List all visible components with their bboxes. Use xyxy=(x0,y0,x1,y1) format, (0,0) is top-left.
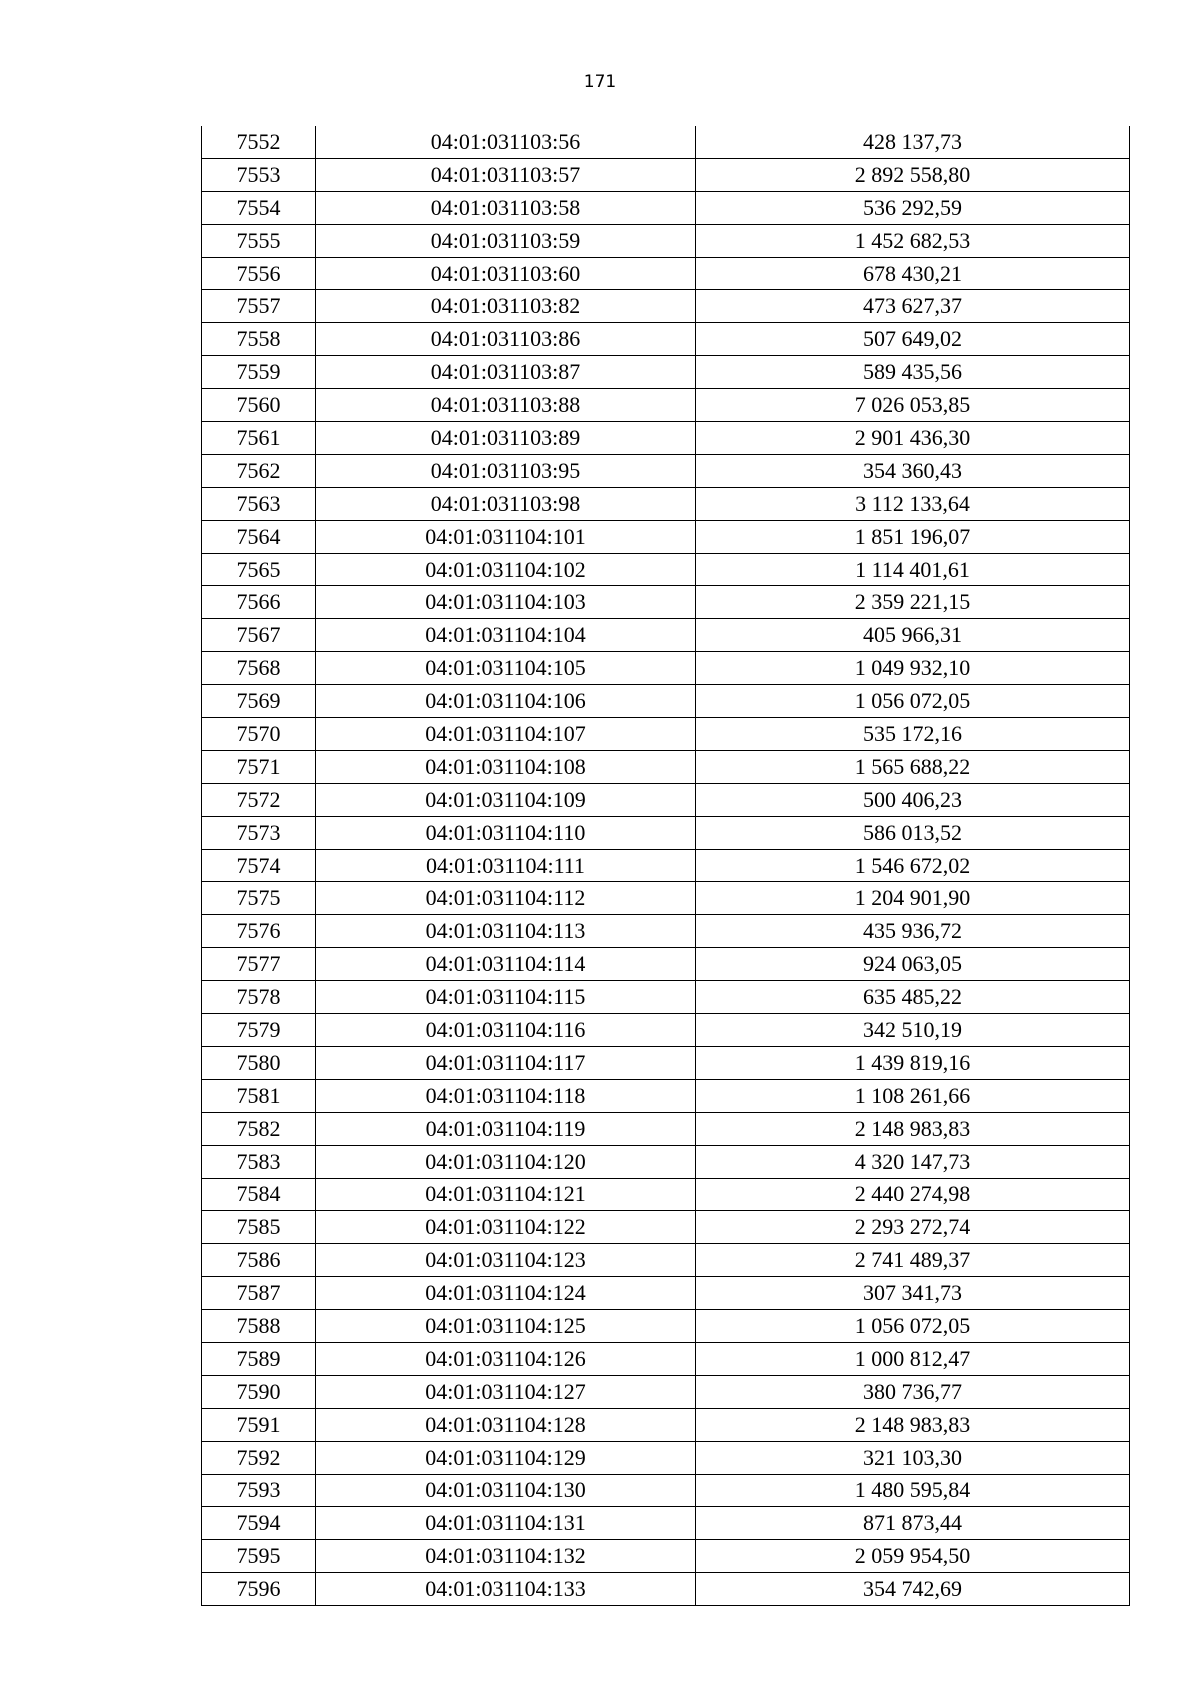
cadastral-value-cell: 535 172,16 xyxy=(696,718,1130,751)
row-number-cell: 7559 xyxy=(202,356,316,389)
cadastral-value-cell: 2 440 274,98 xyxy=(696,1178,1130,1211)
cadastral-number-cell: 04:01:031104:101 xyxy=(316,520,696,553)
row-number-cell: 7564 xyxy=(202,520,316,553)
cadastral-number-cell: 04:01:031103:56 xyxy=(316,126,696,158)
row-number-cell: 7596 xyxy=(202,1573,316,1606)
cadastral-value-table xyxy=(201,126,1130,1606)
row-number-cell: 7556 xyxy=(202,257,316,290)
cadastral-value-cell: 871 873,44 xyxy=(696,1507,1130,1540)
cadastral-number-cell: 04:01:031104:112 xyxy=(316,882,696,915)
row-number-cell: 7553 xyxy=(202,158,316,191)
row-number-cell: 7570 xyxy=(202,718,316,751)
table-row xyxy=(202,356,1130,389)
table-row xyxy=(202,1277,1130,1310)
table-row xyxy=(202,257,1130,290)
row-number-cell: 7592 xyxy=(202,1441,316,1474)
table-row xyxy=(202,1540,1130,1573)
cadastral-number-cell: 04:01:031104:110 xyxy=(316,816,696,849)
table-row xyxy=(202,1573,1130,1606)
cadastral-number-cell: 04:01:031103:60 xyxy=(316,257,696,290)
cadastral-value-cell: 1 049 932,10 xyxy=(696,652,1130,685)
cadastral-number-cell: 04:01:031104:132 xyxy=(316,1540,696,1573)
cadastral-number-cell: 04:01:031103:59 xyxy=(316,224,696,257)
row-number-cell: 7566 xyxy=(202,586,316,619)
row-number-cell: 7582 xyxy=(202,1112,316,1145)
row-number-cell: 7578 xyxy=(202,981,316,1014)
cadastral-number-cell: 04:01:031104:113 xyxy=(316,915,696,948)
table-row xyxy=(202,1046,1130,1079)
row-number-cell: 7554 xyxy=(202,191,316,224)
table-row xyxy=(202,454,1130,487)
row-number-cell: 7563 xyxy=(202,487,316,520)
cadastral-number-cell: 04:01:031103:98 xyxy=(316,487,696,520)
table-row xyxy=(202,126,1130,158)
cadastral-number-cell: 04:01:031103:57 xyxy=(316,158,696,191)
page-number: 171 xyxy=(583,72,617,92)
table-row xyxy=(202,981,1130,1014)
row-number-cell: 7571 xyxy=(202,750,316,783)
table-row xyxy=(202,1310,1130,1343)
cadastral-value-cell: 924 063,05 xyxy=(696,948,1130,981)
cadastral-number-cell: 04:01:031104:120 xyxy=(316,1145,696,1178)
row-number-cell: 7574 xyxy=(202,849,316,882)
cadastral-number-cell: 04:01:031103:86 xyxy=(316,323,696,356)
cadastral-value-cell: 380 736,77 xyxy=(696,1375,1130,1408)
cadastral-value-cell: 7 026 053,85 xyxy=(696,389,1130,422)
cadastral-value-cell: 2 059 954,50 xyxy=(696,1540,1130,1573)
row-number-cell: 7562 xyxy=(202,454,316,487)
table-row xyxy=(202,191,1130,224)
cadastral-value-cell: 586 013,52 xyxy=(696,816,1130,849)
cadastral-number-cell: 04:01:031104:125 xyxy=(316,1310,696,1343)
row-number-cell: 7558 xyxy=(202,323,316,356)
row-number-cell: 7575 xyxy=(202,882,316,915)
cadastral-value-cell: 4 320 147,73 xyxy=(696,1145,1130,1178)
table-row xyxy=(202,1474,1130,1507)
cadastral-value-cell: 589 435,56 xyxy=(696,356,1130,389)
row-number-cell: 7560 xyxy=(202,389,316,422)
row-number-cell: 7594 xyxy=(202,1507,316,1540)
cadastral-value-cell: 1 480 595,84 xyxy=(696,1474,1130,1507)
cadastral-value-cell: 342 510,19 xyxy=(696,1014,1130,1047)
table-row xyxy=(202,389,1130,422)
row-number-cell: 7567 xyxy=(202,619,316,652)
table-row xyxy=(202,619,1130,652)
cadastral-number-cell: 04:01:031104:119 xyxy=(316,1112,696,1145)
table-body xyxy=(202,126,1130,1606)
table-row xyxy=(202,487,1130,520)
table-row xyxy=(202,1014,1130,1047)
cadastral-value-cell: 435 936,72 xyxy=(696,915,1130,948)
cadastral-value-cell: 1 204 901,90 xyxy=(696,882,1130,915)
cadastral-value-cell: 321 103,30 xyxy=(696,1441,1130,1474)
row-number-cell: 7590 xyxy=(202,1375,316,1408)
table-row xyxy=(202,652,1130,685)
cadastral-value-cell: 536 292,59 xyxy=(696,191,1130,224)
cadastral-number-cell: 04:01:031104:124 xyxy=(316,1277,696,1310)
cadastral-value-cell: 1 452 682,53 xyxy=(696,224,1130,257)
row-number-cell: 7565 xyxy=(202,553,316,586)
cadastral-value-cell: 1 851 196,07 xyxy=(696,520,1130,553)
row-number-cell: 7577 xyxy=(202,948,316,981)
row-number-cell: 7583 xyxy=(202,1145,316,1178)
row-number-cell: 7557 xyxy=(202,290,316,323)
row-number-cell: 7584 xyxy=(202,1178,316,1211)
cadastral-number-cell: 04:01:031104:114 xyxy=(316,948,696,981)
table-row xyxy=(202,1342,1130,1375)
row-number-cell: 7591 xyxy=(202,1408,316,1441)
table-row xyxy=(202,816,1130,849)
cadastral-number-cell: 04:01:031104:109 xyxy=(316,783,696,816)
table-row xyxy=(202,750,1130,783)
table-row xyxy=(202,422,1130,455)
cadastral-number-cell: 04:01:031103:88 xyxy=(316,389,696,422)
row-number-cell: 7569 xyxy=(202,685,316,718)
row-number-cell: 7587 xyxy=(202,1277,316,1310)
table-row xyxy=(202,586,1130,619)
cadastral-number-cell: 04:01:031104:111 xyxy=(316,849,696,882)
cadastral-number-cell: 04:01:031104:131 xyxy=(316,1507,696,1540)
table-row xyxy=(202,685,1130,718)
table-row xyxy=(202,1375,1130,1408)
cadastral-value-cell: 1 108 261,66 xyxy=(696,1079,1130,1112)
cadastral-number-cell: 04:01:031103:89 xyxy=(316,422,696,455)
table-row xyxy=(202,783,1130,816)
cadastral-number-cell: 04:01:031103:87 xyxy=(316,356,696,389)
table-row xyxy=(202,1145,1130,1178)
row-number-cell: 7555 xyxy=(202,224,316,257)
cadastral-number-cell: 04:01:031104:128 xyxy=(316,1408,696,1441)
table-row xyxy=(202,323,1130,356)
cadastral-number-cell: 04:01:031104:107 xyxy=(316,718,696,751)
cadastral-number-cell: 04:01:031103:58 xyxy=(316,191,696,224)
row-number-cell: 7585 xyxy=(202,1211,316,1244)
cadastral-number-cell: 04:01:031104:115 xyxy=(316,981,696,1014)
row-number-cell: 7561 xyxy=(202,422,316,455)
table-row xyxy=(202,1211,1130,1244)
row-number-cell: 7581 xyxy=(202,1079,316,1112)
table-row xyxy=(202,1112,1130,1145)
row-number-cell: 7576 xyxy=(202,915,316,948)
cadastral-value-cell: 2 901 436,30 xyxy=(696,422,1130,455)
row-number-cell: 7552 xyxy=(202,126,316,158)
row-number-cell: 7580 xyxy=(202,1046,316,1079)
cadastral-value-cell: 307 341,73 xyxy=(696,1277,1130,1310)
table-row xyxy=(202,1507,1130,1540)
row-number-cell: 7593 xyxy=(202,1474,316,1507)
cadastral-number-cell: 04:01:031104:129 xyxy=(316,1441,696,1474)
row-number-cell: 7586 xyxy=(202,1244,316,1277)
cadastral-value-cell: 428 137,73 xyxy=(696,126,1130,158)
row-number-cell: 7588 xyxy=(202,1310,316,1343)
cadastral-value-cell: 1 056 072,05 xyxy=(696,1310,1130,1343)
cadastral-number-cell: 04:01:031104:103 xyxy=(316,586,696,619)
cadastral-value-cell: 3 112 133,64 xyxy=(696,487,1130,520)
cadastral-number-cell: 04:01:031104:133 xyxy=(316,1573,696,1606)
cadastral-number-cell: 04:01:031104:104 xyxy=(316,619,696,652)
cadastral-number-cell: 04:01:031104:105 xyxy=(316,652,696,685)
cadastral-value-cell: 1 565 688,22 xyxy=(696,750,1130,783)
cadastral-value-cell: 1 439 819,16 xyxy=(696,1046,1130,1079)
table-row xyxy=(202,1244,1130,1277)
cadastral-number-cell: 04:01:031104:118 xyxy=(316,1079,696,1112)
table-row xyxy=(202,520,1130,553)
cadastral-value-cell: 1 546 672,02 xyxy=(696,849,1130,882)
cadastral-number-cell: 04:01:031104:117 xyxy=(316,1046,696,1079)
cadastral-value-cell: 405 966,31 xyxy=(696,619,1130,652)
cadastral-number-cell: 04:01:031103:95 xyxy=(316,454,696,487)
cadastral-number-cell: 04:01:031104:123 xyxy=(316,1244,696,1277)
table-row xyxy=(202,1441,1130,1474)
cadastral-value-cell: 2 892 558,80 xyxy=(696,158,1130,191)
table-row xyxy=(202,158,1130,191)
table-row xyxy=(202,1408,1130,1441)
cadastral-value-cell: 1 056 072,05 xyxy=(696,685,1130,718)
row-number-cell: 7572 xyxy=(202,783,316,816)
cadastral-value-cell: 678 430,21 xyxy=(696,257,1130,290)
cadastral-value-cell: 1 114 401,61 xyxy=(696,553,1130,586)
cadastral-number-cell: 04:01:031104:126 xyxy=(316,1342,696,1375)
row-number-cell: 7573 xyxy=(202,816,316,849)
table-row xyxy=(202,224,1130,257)
table-row xyxy=(202,1079,1130,1112)
cadastral-number-cell: 04:01:031104:116 xyxy=(316,1014,696,1047)
cadastral-value-cell: 2 359 221,15 xyxy=(696,586,1130,619)
cadastral-value-cell: 2 148 983,83 xyxy=(696,1408,1130,1441)
cadastral-value-cell: 500 406,23 xyxy=(696,783,1130,816)
cadastral-value-cell: 2 148 983,83 xyxy=(696,1112,1130,1145)
row-number-cell: 7568 xyxy=(202,652,316,685)
table-row xyxy=(202,882,1130,915)
cadastral-number-cell: 04:01:031104:102 xyxy=(316,553,696,586)
cadastral-value-cell: 2 293 272,74 xyxy=(696,1211,1130,1244)
cadastral-number-cell: 04:01:031104:122 xyxy=(316,1211,696,1244)
cadastral-value-cell: 507 649,02 xyxy=(696,323,1130,356)
cadastral-number-cell: 04:01:031104:106 xyxy=(316,685,696,718)
table-row xyxy=(202,718,1130,751)
table-row xyxy=(202,915,1130,948)
table-row xyxy=(202,553,1130,586)
cadastral-value-cell: 2 741 489,37 xyxy=(696,1244,1130,1277)
row-number-cell: 7595 xyxy=(202,1540,316,1573)
cadastral-number-cell: 04:01:031104:108 xyxy=(316,750,696,783)
cadastral-value-cell: 473 627,37 xyxy=(696,290,1130,323)
cadastral-value-cell: 354 360,43 xyxy=(696,454,1130,487)
table-row xyxy=(202,1178,1130,1211)
row-number-cell: 7589 xyxy=(202,1342,316,1375)
cadastral-value-cell: 354 742,69 xyxy=(696,1573,1130,1606)
cadastral-number-cell: 04:01:031104:127 xyxy=(316,1375,696,1408)
cadastral-number-cell: 04:01:031104:130 xyxy=(316,1474,696,1507)
row-number-cell: 7579 xyxy=(202,1014,316,1047)
cadastral-number-cell: 04:01:031104:121 xyxy=(316,1178,696,1211)
cadastral-value-cell: 635 485,22 xyxy=(696,981,1130,1014)
table-row xyxy=(202,948,1130,981)
table-row xyxy=(202,849,1130,882)
cadastral-value-cell: 1 000 812,47 xyxy=(696,1342,1130,1375)
table-row xyxy=(202,290,1130,323)
cadastral-number-cell: 04:01:031103:82 xyxy=(316,290,696,323)
